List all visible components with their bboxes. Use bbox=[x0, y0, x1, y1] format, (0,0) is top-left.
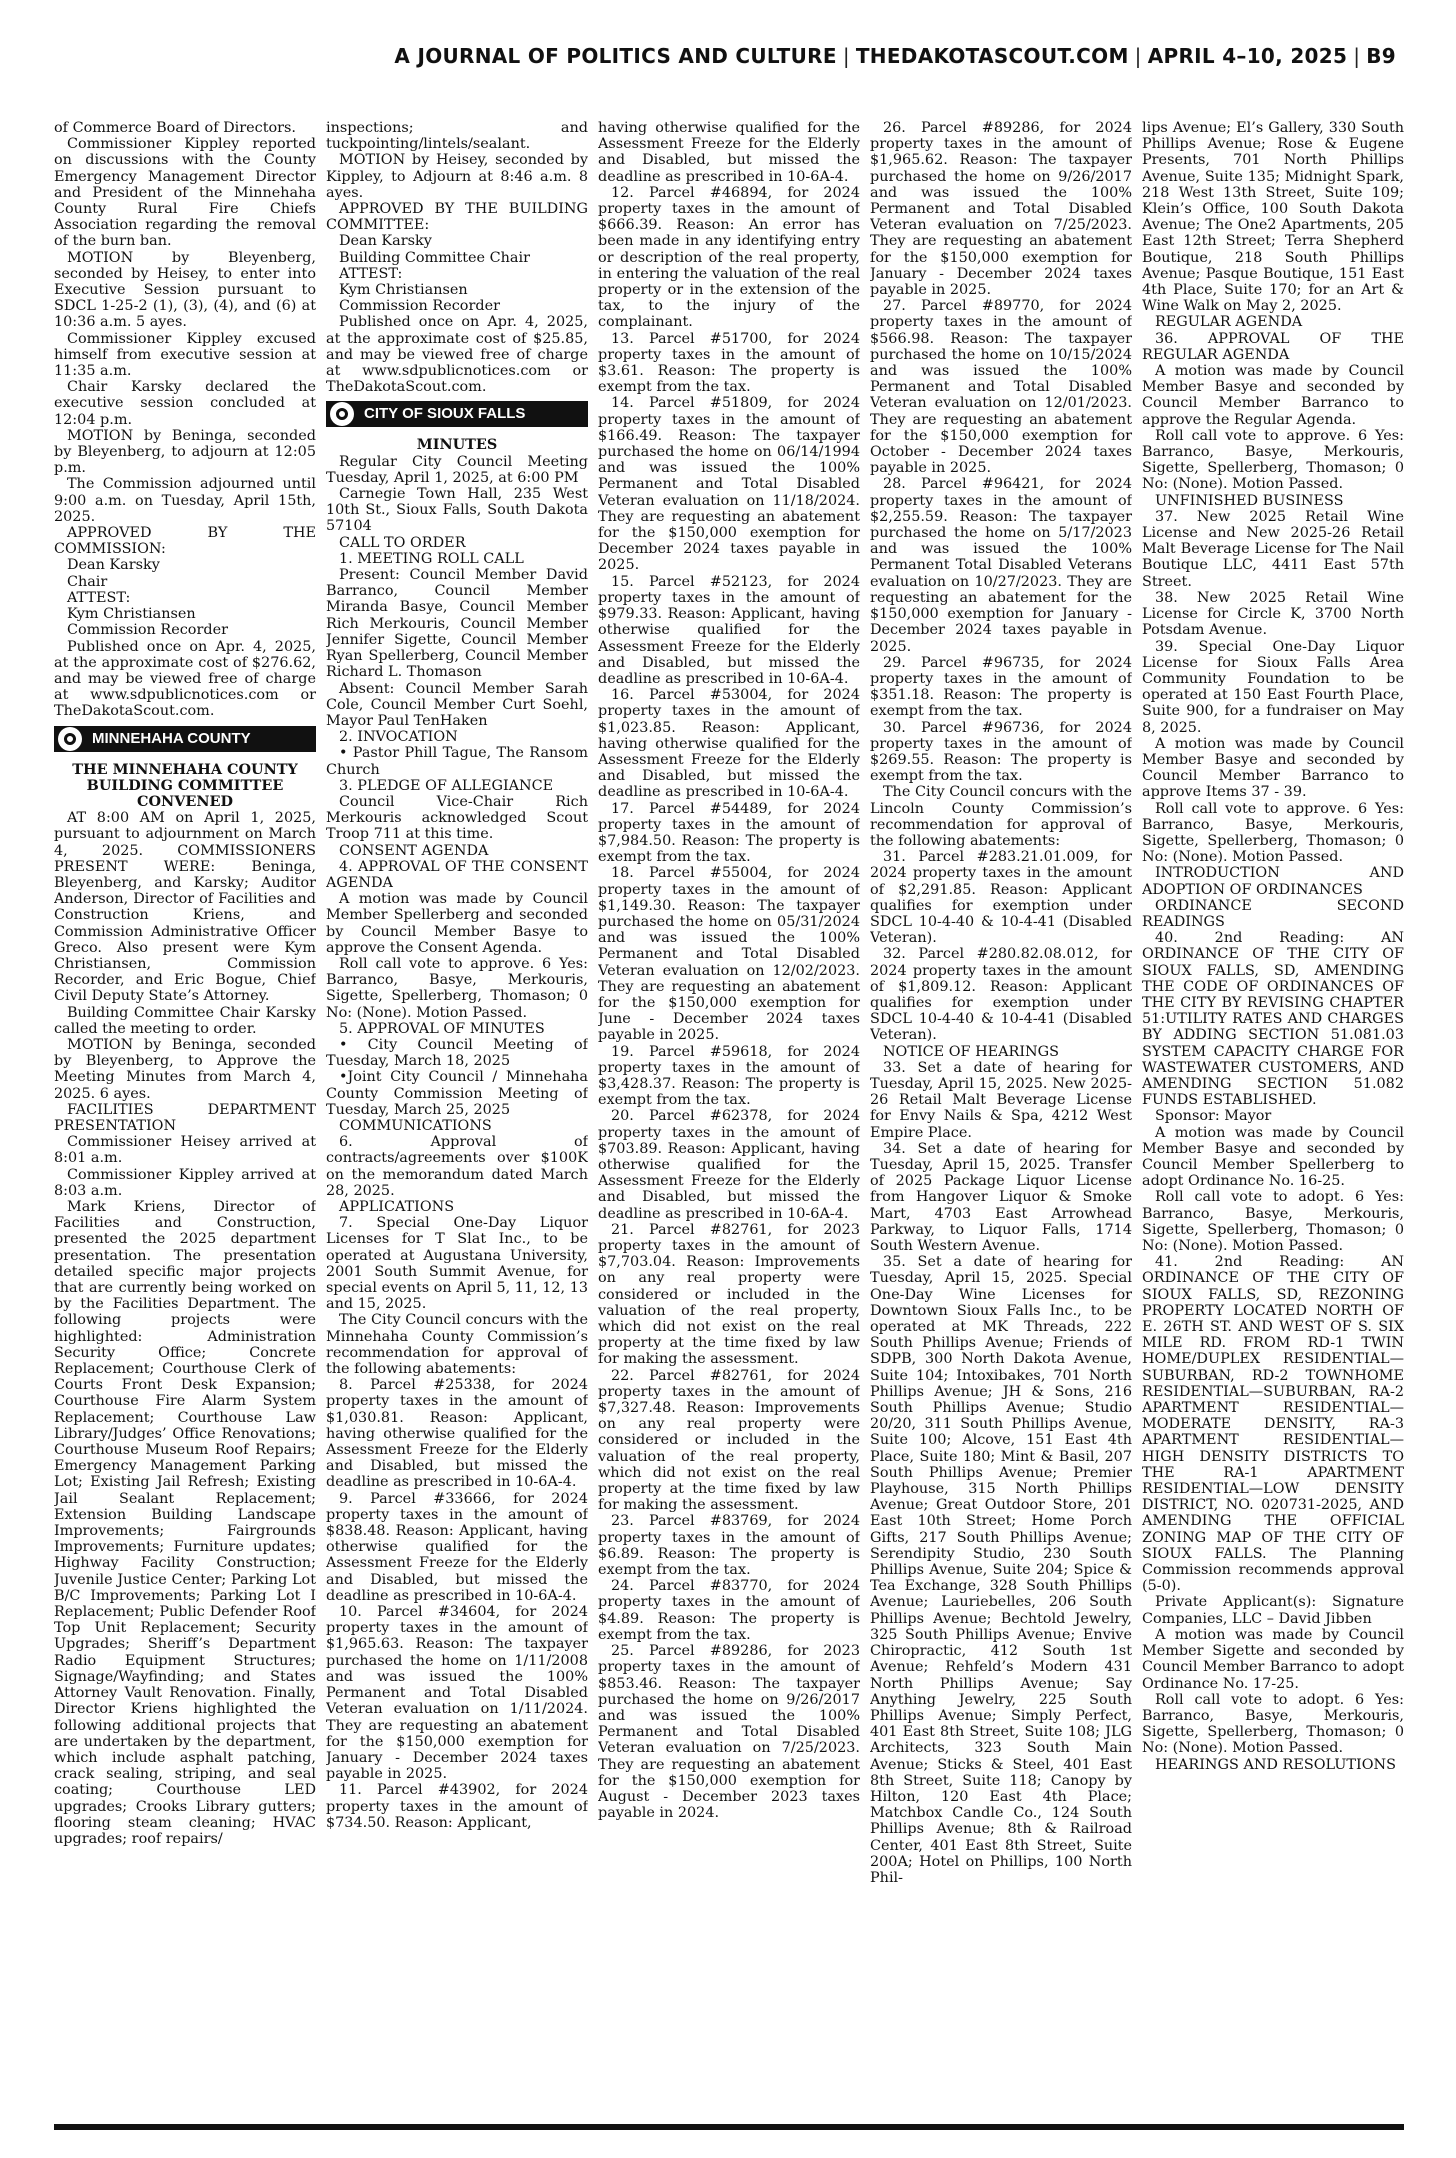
notice-paragraph: Mark Kriens, Director of Facilities and Construction, presented the 2025 department presentation. The presentation detailed specific major projects that are currently being worked on by the Facilities Department. The following projects were highlighted: Administration Security Office; Concrete Replacement; Courthouse Clerk of Courts Front Desk Expansion; Courthouse Fire Alarm System Replacement; Courthouse Law Library/Judges’ Office Renovations; Courthouse Museum Roof Repairs; Emergency Management Parking Lot; Existing Jail Refresh; Existing Jail Sealant Replacement; Extension Building Landscape Improvements; Fairgrounds Improvements; Furniture updates; Highway Facility Construction; Juvenile Justice Center; Parking Lot B/C Improvements; Parking Lot I Replacement; Public Defender Roof Top Unit Replacement; Security Upgrades; Sheriff’s Department Radio Equipment Structures; Signage/Wayfinding; and States Attorney Vault Renovation. Finally, Director Kriens highlighted the following additional projects that are undertaken by the department, which include asphalt patching, crack sealing, striping, and seal coating; Courthouse LED upgrades; Crooks Library gutters; flooring steam cleaning; HVAC upgrades; roof repairs/ bbox=[54, 1199, 316, 1847]
notice-paragraph: Building Committee Chair Karsky called the meeting to order. bbox=[54, 1004, 316, 1037]
notice-paragraph: Absent: Council Member Sarah Cole, Council Member Curt Soehl, Mayor Paul TenHaken bbox=[326, 680, 588, 729]
notice-paragraph: 7. Special One-Day Liquor Licenses for T Slat Inc., to be operated at Augustana University, 2001 South Summit Avenue, for special events on April 5, 11, 12, 13 and 15, 2025. bbox=[326, 1215, 588, 1313]
seal-icon bbox=[330, 402, 354, 426]
notice-paragraph: Dean Karsky bbox=[66, 557, 160, 574]
notice-paragraph: A motion was made by Council Member Basye and seconded by Council Member Barranco to approve the Regular Agenda. bbox=[1142, 363, 1404, 428]
notice-paragraph: inspections; and tuckpointing/lintels/sealant. bbox=[326, 120, 588, 153]
notice-paragraph: 39. Special One-Day Liquor License for Sioux Falls Area Community Foundation to be operated at 150 East Fourth Place, Suite 900, for a fundraiser on May 8, 2025. bbox=[1142, 638, 1404, 736]
notice-paragraph: Roll call vote to adopt. 6 Yes: Barranco, Basye, Merkouris, Sigette, Spellerberg, Thomason; 0 No: (None). Motion Passed. bbox=[1142, 1189, 1404, 1255]
notice-paragraph: The Commission adjourned until 9:00 a.m. on Tuesday, April 15th, 2025. bbox=[54, 476, 316, 525]
notice-paragraph: 8. Parcel #25338, for 2024 property taxes in the amount of $1,030.81. Reason: Applicant, having otherwise qualified for the Assessment Freeze for the Elderly and Disabled, but missed the deadline as prescribed in 10-6A-4. bbox=[326, 1377, 588, 1491]
notice-paragraph: Present: Council Member David Barranco, Council Member Miranda Basye, Council Member Rich Merkouris, Council Member Jennifer Sigette, Council Member Ryan Spellerberg, Council Member Richard L. Thomason bbox=[326, 567, 588, 681]
notice-paragraph: 2. INVOCATION bbox=[338, 729, 458, 746]
notice-paragraph: Roll call vote to adopt. 6 Yes: Barranco, Basye, Merkouris, Sigette, Spellerberg, Thomason; 0 No: (None). Motion Passed. bbox=[1142, 1691, 1404, 1757]
notice-heading: MINUTES bbox=[416, 436, 498, 454]
section-banner-label: CITY OF SIOUX FALLS bbox=[364, 405, 526, 423]
site-name: THEDAKOTASCOUT.COM bbox=[855, 44, 1129, 68]
notice-paragraph: Kym Christiansen bbox=[66, 606, 196, 623]
notice-paragraph: The City Council concurs with the Lincoln County Commission’s recommendation for approval of the following abatements: bbox=[870, 784, 1132, 849]
notice-paragraph: Dean Karsky bbox=[338, 233, 432, 250]
notice-heading: THE MINNEHAHA COUNTY BUILDING COMMITTEE CONVENED bbox=[72, 760, 298, 810]
article-columns bbox=[54, 120, 1404, 2110]
column-4 bbox=[870, 120, 1132, 2110]
notice-paragraph: 14. Parcel #51809, for 2024 property taxes in the amount of $166.49. Reason: The taxpayer purchased the home on 06/14/1994 and was issued the 100% Permanent and Total Disabled Veteran evaluation on 11/18/2024. They are requesting an abatement for the $150,000 exemption for December 2024 taxes payable in 2025. bbox=[598, 395, 860, 574]
column-1 bbox=[54, 120, 316, 2110]
notice-paragraph: Commissioner Kippley excused himself from executive session at 11:35 a.m. bbox=[54, 330, 316, 380]
notice-paragraph: 15. Parcel #52123, for 2024 property taxes in the amount of $979.33. Reason: Applicant, having otherwise qualified for the Assessment Freeze for the Elderly and Disabled, but missed the deadline as prescribed in 10-6A-4. bbox=[598, 573, 860, 687]
notice-paragraph: Chair bbox=[66, 573, 108, 590]
notice-paragraph: 19. Parcel #59618, for 2024 property taxes in the amount of $3,428.37. Reason: The property is exempt from the tax. bbox=[598, 1043, 860, 1109]
masthead-separator: | bbox=[1134, 44, 1142, 68]
notice-paragraph: 33. Set a date of hearing for Tuesday, April 15, 2025. New 2025-26 Retail Malt Beverage License for Envy Nails & Spa, 4212 West Empire Place. bbox=[870, 1059, 1132, 1141]
notice-paragraph: Roll call vote to approve. 6 Yes: Barranco, Basye, Merkouris, Sigette, Spellerberg, Thomason; 0 No: (None). Motion Passed. bbox=[1142, 800, 1404, 866]
notice-paragraph: Commissioner Heisey arrived at 8:01 a.m. bbox=[54, 1134, 316, 1167]
issue-date: APRIL 4–10, 2025 bbox=[1147, 44, 1348, 68]
notice-paragraph: Private Applicant(s): Signature Companies, LLC – David Jibben bbox=[1142, 1594, 1404, 1627]
notice-paragraph: AT 8:00 AM on April 1, 2025, pursuant to adjournment on March 4, 2025. COMMISSIONERS PRESENT WERE: Beninga, Bleyenberg, and Karsky; Auditor Anderson, Director of Facilities and Construction Kriens, and Commission Administrative Officer Greco. Also present were Kym Christiansen, Commission Recorder, and Eric Bogue, Chief Civil Deputy State’s Attorney. bbox=[54, 810, 316, 1005]
column-3 bbox=[598, 120, 860, 2110]
notice-paragraph: 37. New 2025 Retail Wine License and New 2025-26 Retail Malt Beverage License for The Nail Boutique LLC, 4411 East 57th Street. bbox=[1142, 508, 1404, 590]
notice-paragraph: •Joint City Council / Minnehaha County Commission Meeting of Tuesday, March 25, 2025 bbox=[326, 1069, 588, 1118]
notice-paragraph: Commission Recorder bbox=[66, 622, 228, 639]
notice-paragraph: 20. Parcel #62378, for 2024 property taxes in the amount of $703.89. Reason: Applicant, having otherwise qualified for the Assessment Freeze for the Elderly and Disabled, but missed the deadline as prescribed in 10-6A-4. bbox=[598, 1108, 860, 1222]
notice-paragraph: APPLICATIONS bbox=[338, 1199, 455, 1215]
notice-paragraph: 18. Parcel #55004, for 2024 property taxes in the amount of $1,149.30. Reason: The taxpayer purchased the home on 05/31/2024 and was issued the 100% Permanent and Total Disabled Veteran evaluation on 12/02/2023. They are requesting an abatement for the $150,000 exemption for June - December 2024 taxes payable in 2025. bbox=[598, 865, 860, 1044]
section-banner-label: MINNEHAHA COUNTY bbox=[92, 729, 251, 747]
notice-paragraph: having otherwise qualified for the Assessment Freeze for the Elderly and Disabled, but missed the deadline as prescribed in 10-6A-4. bbox=[598, 120, 860, 185]
notice-paragraph: 10. Parcel #34604, for 2024 property taxes in the amount of $1,965.63. Reason: The taxpayer purchased the home on 1/11/2008 and was issued the 100% Permanent and Total Disabled Veteran evaluation on 1/11/2024. They are requesting an abatement for the $150,000 exemption for January - December 2024 taxes payable in 2025. bbox=[326, 1604, 588, 1783]
notice-paragraph: Roll call vote to approve. 6 Yes: Barranco, Basye, Merkouris, Sigette, Spellerberg, Thomason; 0 No: (None). Motion Passed. bbox=[1142, 427, 1404, 493]
notice-paragraph: 35. Set a date of hearing for Tuesday, April 15, 2025. Special One-Day Wine Licenses for Downtown Sioux Falls Inc., to be operated at MK Threads, 222 South Phillips Avenue; Friends of SDPB, 300 North Dakota Avenue, Suite 104; Intoxibakes, 701 North Phillips Avenue; JH & Sons, 216 South Phillips Avenue; Studio 20/20, 311 South Phillips Avenue, Suite 100; Alcove, 151 East 4th Place, Suite 180; Mint & Basil, 207 South Phillips Avenue; Premier Playhouse, 315 North Phillips Avenue; Great Outdoor Store, 201 East 10th Street; Home Porch Gifts, 217 South Phillips Avenue; Serendipity Studio, 230 South Phillips Avenue, Suite 204; Spice & Tea Exchange, 328 South Phillips Avenue; Lauriebelles, 206 South Phillips Avenue; Bechtold Jewelry, 325 South Phillips Avenue; Envive Chiropractic, 412 South 1st Avenue; Rehfeld’s Modern 431 North Phillips Avenue; Say Anything Jewelry, 225 South Phillips Avenue; Simply Perfect, 401 East 8th Street, Suite 108; JLG Architects, 323 South Main Avenue; Sticks & Steel, 401 East 8th Street, Suite 118; Canopy by Hilton, 120 East 4th Place; Matchbox Candle Co., 124 South Phillips Avenue; 8th & Railroad Center, 401 East 8th Street, Suite 200A; Hotel on Phillips, 100 North Phil- bbox=[870, 1254, 1132, 1886]
notice-paragraph: 36. APPROVAL OF THE REGULAR AGENDA bbox=[1142, 330, 1404, 363]
notice-paragraph: REGULAR AGENDA bbox=[1154, 314, 1303, 331]
notice-paragraph: UNFINISHED BUSINESS bbox=[1154, 492, 1344, 509]
seal-icon bbox=[58, 727, 82, 751]
notice-paragraph: of Commerce Board of Directors. bbox=[54, 120, 297, 136]
notice-paragraph: 28. Parcel #96421, for 2024 property taxes in the amount of $2,255.59. Reason: The taxpayer purchased the home on 5/17/2023 and was issued the 100% Permanent Total Disabled Veterans evaluation on 10/27/2023. They are requesting an abatement for the $150,000 exemption for January - December 2024 taxes payable in 2025. bbox=[870, 476, 1132, 655]
notice-paragraph: COMMUNICATIONS bbox=[338, 1117, 492, 1134]
notice-paragraph: ATTEST: bbox=[66, 589, 131, 606]
notice-paragraph: 32. Parcel #280.82.08.012, for 2024 property taxes in the amount of $1,809.12. Reason: Applicant qualifies for exemption under SDCL 10-4-40 & 10-4-41 (Disabled Veteran). bbox=[870, 946, 1132, 1044]
notice-paragraph: Regular City Council Meeting Tuesday, April 1, 2025, at 6:00 PM bbox=[326, 453, 588, 486]
notice-paragraph: Council Vice-Chair Rich Merkouris acknowledged Scout Troop 711 at this time. bbox=[326, 793, 588, 843]
notice-paragraph: 12. Parcel #46894, for 2024 property taxes in the amount of $666.39. Reason: An error has been made in any identifying entry or description of the real property, in entering the valuation of the real property or in the extension of the tax, to the injury of the complainant. bbox=[598, 184, 860, 331]
bottom-rule bbox=[54, 2124, 1404, 2130]
notice-paragraph: APPROVED BY THE BUILDING COMMITTEE: bbox=[326, 201, 588, 234]
notice-paragraph: 1. MEETING ROLL CALL bbox=[338, 550, 524, 567]
notice-paragraph: 21. Parcel #82761, for 2023 property taxes in the amount of $7,703.04. Reason: Improvements on any real property were considered or included in the valuation of the real property, which did not exist on the real property at the time fixed by law for making the assessment. bbox=[598, 1221, 860, 1368]
notice-paragraph: MOTION by Beninga, seconded by Bleyenberg, to Approve the Meeting Minutes from March 4, 2025. 6 ayes. bbox=[54, 1036, 316, 1102]
notice-paragraph: lips Avenue; El’s Gallery, 330 South Phillips Avenue; Rose & Eugene Presents, 701 North Phillips Avenue, Suite 135; Midnight Spark, 218 West 13th Street, Suite 109; Klein’s Office, 100 South Dakota Avenue; The One2 Apartments, 205 East 12th Street; Terra Shepherd Boutique, 218 South Phillips Avenue; Pasque Boutique, 151 East 4th Place, Suite 170; for an Art & Wine Walk on May 2, 2025. bbox=[1142, 120, 1404, 315]
notice-paragraph: FACILITIES DEPARTMENT PRESENTATION bbox=[54, 1101, 316, 1134]
masthead bbox=[40, 44, 1396, 68]
notice-paragraph: A motion was made by Council Member Basye and seconded by Council Member Barranco to approve Items 37 - 39. bbox=[1142, 735, 1404, 801]
notice-paragraph: MOTION by Beninga, seconded by Bleyenberg, to adjourn at 12:05 p.m. bbox=[54, 427, 316, 477]
notice-paragraph: A motion was made by Council Member Spellerberg and seconded by Council Member Basye to approve the Consent Agenda. bbox=[326, 891, 588, 956]
journal-tagline: A JOURNAL OF POLITICS AND CULTURE bbox=[394, 44, 837, 68]
notice-paragraph: 38. New 2025 Retail Wine License for Circle K, 3700 North Potsdam Avenue. bbox=[1142, 589, 1404, 639]
notice-paragraph: 26. Parcel #89286, for 2024 property taxes in the amount of $1,965.62. Reason: The taxpayer purchased the home on 9/26/2017 and was issued the 100% Permanent and Total Disabled Veteran evaluation on 7/25/2023. They are requesting an abatement for the $150,000 exemption for January - December 2024 taxes payable in 2025. bbox=[870, 120, 1132, 299]
notice-paragraph: Building Committee Chair bbox=[338, 249, 530, 266]
notice-paragraph: 6. Approval of contracts/agreements over $100K on the memorandum dated March 28, 2025. bbox=[326, 1134, 588, 1199]
notice-paragraph: 24. Parcel #83770, for 2024 property taxes in the amount of $4.89. Reason: The property is exempt from the tax. bbox=[598, 1578, 860, 1643]
notice-paragraph: Published once on Apr. 4, 2025, at the approximate cost of $276.62, and may be viewed free of charge at www.sdpublicnotices.com or TheDakotaScout.com. bbox=[54, 638, 316, 720]
notice-paragraph: Roll call vote to approve. 6 Yes: Barranco, Basye, Merkouris, Sigette, Spellerberg, Thomason; 0 No: (None). Motion Passed. bbox=[326, 955, 588, 1021]
notice-paragraph: 41. 2nd Reading: AN ORDINANCE OF THE CITY OF SIOUX FALLS, SD, REZONING PROPERTY LOCATED NORTH OF E. 26TH ST. AND WEST OF S. SIX MILE RD. FROM RD-1 TWIN HOME/DUPLEX RESIDENTIAL—SUBURBAN, RD-2 TOWNHOME RESIDENTIAL—SUBURBAN, RA-2 APARTMENT RESIDENTIAL—MODERATE DENSITY, RA-3 APARTMENT RESIDENTIAL—HIGH DENSITY DISTRICTS TO THE RA-1 APARTMENT RESIDENTIAL—LOW DENSITY DISTRICT, NO. 020731-2025, AND AMENDING THE OFFICIAL ZONING MAP OF THE CITY OF SIOUX FALLS. The Planning Commission recommends approval (5-0). bbox=[1142, 1254, 1404, 1595]
notice-paragraph: Published once on Apr. 4, 2025, at the approximate cost of $25.85, and may be viewed free of charge at www.sdpublicnotices.com or TheDakotaScout.com. bbox=[326, 314, 588, 396]
column-5 bbox=[1142, 120, 1404, 2110]
notice-paragraph: A motion was made by Council Member Sigette and seconded by Council Member Barranco to adopt Ordinance No. 17-25. bbox=[1142, 1626, 1404, 1692]
notice-paragraph: 13. Parcel #51700, for 2024 property taxes in the amount of $3.61. Reason: The property is exempt from the tax. bbox=[598, 330, 860, 396]
notice-paragraph: 11. Parcel #43902, for 2024 property taxes in the amount of $734.50. Reason: Applicant, bbox=[326, 1782, 588, 1831]
notice-paragraph: Carnegie Town Hall, 235 West 10th St., Sioux Falls, South Dakota 57104 bbox=[326, 486, 588, 535]
page-number: B9 bbox=[1366, 44, 1396, 68]
notice-paragraph: INTRODUCTION AND ADOPTION OF ORDINANCES bbox=[1142, 865, 1404, 898]
notice-paragraph: 3. PLEDGE OF ALLEGIANCE bbox=[338, 777, 554, 794]
notice-paragraph: • Pastor Phill Tague, The Ransom Church bbox=[326, 745, 588, 778]
notice-paragraph: Commissioner Kippley arrived at 8:03 a.m. bbox=[54, 1166, 316, 1199]
column-2 bbox=[326, 120, 588, 2110]
notice-paragraph: CALL TO ORDER bbox=[338, 534, 466, 551]
notice-paragraph: 23. Parcel #83769, for 2024 property taxes in the amount of $6.89. Reason: The property is exempt from the tax. bbox=[598, 1513, 860, 1579]
notice-paragraph: 9. Parcel #33666, for 2024 property taxes in the amount of $838.48. Reason: Applicant, having otherwise qualified for the Assessment Freeze for the Elderly and Disabled, but missed the deadline as prescribed in 10-6A-4. bbox=[326, 1490, 588, 1604]
notice-paragraph: 40. 2nd Reading: AN ORDINANCE OF THE CITY OF SIOUX FALLS, SD, AMENDING THE CODE OF ORDINANCES OF THE CITY BY REVISING CHAPTER 51:UTILITY RATES AND CHARGES BY ADDING SECTION 51.081.03 SYSTEM CAPACITY CHARGE FOR WASTEWATER CUSTOMERS, AND AMENDING SECTION 51.082 FUNDS ESTABLISHED. bbox=[1142, 930, 1404, 1109]
masthead-separator: | bbox=[842, 44, 850, 68]
notice-paragraph: 34. Set a date of hearing for Tuesday, April 15, 2025. Transfer of 2025 Package Liquor License from Hangover Liquor & Smoke Mart, 4703 East Arrowhead Parkway, to Liquor Falls, 1714 South Western Avenue. bbox=[870, 1140, 1132, 1255]
notice-paragraph: ATTEST: bbox=[338, 265, 403, 282]
notice-paragraph: 31. Parcel #283.21.01.009, for 2024 property taxes in the amount of $2,291.85. Reason: Applicant qualifies for exemption under SDCL 10-4-40 & 10-4-41 (Disabled Veteran). bbox=[870, 849, 1132, 947]
notice-paragraph: 17. Parcel #54489, for 2024 property taxes in the amount of $7,984.50. Reason: The property is exempt from the tax. bbox=[598, 800, 860, 866]
notice-paragraph: 29. Parcel #96735, for 2024 property taxes in the amount of $351.18. Reason: The property is exempt from the tax. bbox=[870, 654, 1132, 720]
masthead-separator: | bbox=[1353, 44, 1361, 68]
notice-paragraph: The City Council concurs with the Minnehaha County Commission’s recommendation for approval of the following abatements: bbox=[326, 1312, 588, 1378]
notice-paragraph: MOTION by Bleyenberg, seconded by Heisey, to enter into Executive Session pursuant to SDCL 1-25-2 (1), (3), (4), and (6) at 10:36 a.m. 5 ayes. bbox=[54, 249, 316, 331]
notice-paragraph: 25. Parcel #89286, for 2023 property taxes in the amount of $853.46. Reason: The taxpayer purchased the home on 9/26/2017 and was issued the 100% Permanent and Total Disabled Veteran evaluation on 7/25/2023. They are requesting an abatement for the $150,000 exemption for August - December 2023 taxes payable in 2024. bbox=[598, 1643, 860, 1822]
notice-paragraph: Commissioner Kippley reported on discussions with the County Emergency Management Director and President of the Minnehaha County Rural Fire Chiefs Association regarding the removal of the burn ban. bbox=[54, 136, 316, 250]
notice-paragraph: Kym Christiansen bbox=[338, 282, 468, 299]
notice-paragraph: Chair Karsky declared the executive session concluded at 12:04 p.m. bbox=[54, 379, 316, 428]
notice-paragraph: 30. Parcel #96736, for 2024 property taxes in the amount of $269.55. Reason: The property is exempt from the tax. bbox=[870, 719, 1132, 785]
notice-paragraph: Sponsor: Mayor bbox=[1154, 1108, 1272, 1125]
notice-paragraph: MOTION by Heisey, seconded by Kippley, to Adjourn at 8:46 a.m. 8 ayes. bbox=[326, 152, 588, 201]
notice-paragraph: APPROVED BY THE COMMISSION: bbox=[54, 525, 316, 558]
notice-paragraph: NOTICE OF HEARINGS bbox=[882, 1043, 1059, 1060]
notice-paragraph: 4. APPROVAL OF THE CONSENT AGENDA bbox=[326, 858, 588, 891]
notice-paragraph: CONSENT AGENDA bbox=[338, 842, 489, 859]
notice-paragraph: 5. APPROVAL OF MINUTES bbox=[338, 1020, 545, 1037]
notice-paragraph: 27. Parcel #89770, for 2024 property taxes in the amount of $566.98. Reason: The taxpayer purchased the home on 10/15/2024 and was issued the 100% Permanent and Total Disabled Veteran evaluation on 12/01/2023. They are requesting an abatement for the $150,000 exemption for October - December 2024 taxes payable in 2025. bbox=[870, 298, 1132, 477]
notice-paragraph: 22. Parcel #82761, for 2024 property taxes in the amount of $7,327.48. Reason: Improvements on any real property were considered or included in the valuation of the real property, which did not exist on the real property at the time fixed by law for making the assessment. bbox=[598, 1367, 860, 1514]
notice-paragraph: • City Council Meeting of Tuesday, March 18, 2025 bbox=[326, 1036, 588, 1070]
notice-paragraph: Commission Recorder bbox=[338, 298, 500, 315]
notice-paragraph: A motion was made by Council Member Basye and seconded by Council Member Spellerberg to adopt Ordinance No. 16-25. bbox=[1142, 1124, 1404, 1190]
notice-paragraph: 16. Parcel #53004, for 2024 property taxes in the amount of $1,023.85. Reason: Applicant, having otherwise qualified for the Assessment Freeze for the Elderly and Disabled, but missed the deadline as prescribed in 10-6A-4. bbox=[598, 687, 860, 801]
section-banner bbox=[54, 726, 316, 752]
section-banner bbox=[326, 401, 588, 427]
notice-paragraph: ORDINANCE SECOND READINGS bbox=[1142, 897, 1404, 930]
notice-paragraph: HEARINGS AND RESOLUTIONS bbox=[1154, 1756, 1396, 1773]
